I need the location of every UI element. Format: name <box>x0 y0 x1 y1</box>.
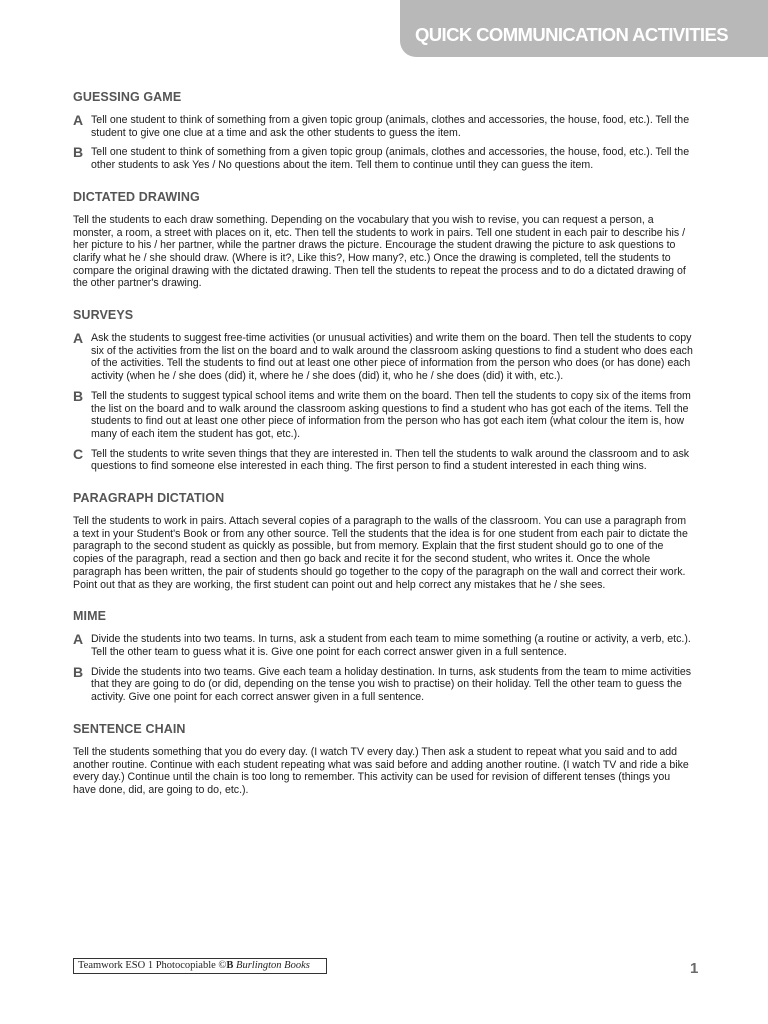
publisher-logo-icon: B <box>226 960 234 971</box>
item-letter: C <box>73 445 84 462</box>
item-letter: B <box>73 387 84 404</box>
section-title: MIME <box>73 609 107 624</box>
item-letter: A <box>73 631 84 648</box>
item-text: Tell the students to suggest typical school items and write them on the board. Then tell the students to copy six of the items from the list on the board and to walk around the classroom asking questions to find a student who has got each of the items. Tell the students to find out at least one other piece of information from the person who has got each item (what colour the item is, how many of each item the student has got, etc.). <box>91 389 691 440</box>
item-text: Ask the students to suggest free-time activities (or unusual activities) and write them on the board. Then tell the students to copy six of the activities from the list on the board and to walk around the classroom asking questions to find a student who does each of the activities. Tell the students to find out at least one other piece of information from the person who does (or has done) each activity (when he / she does (did) it, where he / she does (did) it, who he / she does (did) it with, etc.). <box>91 332 693 383</box>
item-text: Tell one student to think of something from a given topic group (animals, clothes and accessories, the house, food, etc.). Tell the other students to ask Yes / No questions about the item. Tell them to continue until they can guess the item. <box>91 146 690 172</box>
item-text: Divide the students into two teams. Give each team a holiday destination. In turns, ask students from the team to mime activities that they are going to do (or did, depending on the tense you wish to practise) on their holiday. Tell the other team to guess the activity. Give one point for each correct answer given in a full sentence. <box>91 665 692 704</box>
publisher-name: Burlington Books <box>236 960 310 971</box>
header-tab <box>400 0 768 57</box>
section-paragraph: Tell the students to work in pairs. Attach several copies of a paragraph to the walls of the classroom. You can use a paragraph from a text in your Student's Book or from any other source. Tell the students that the idea is for one student from each pair to dictate the paragraph to the second student as quickly as possible, but from memory. Explain that the first student should go to one of the copies of the paragraph, read a section and then go back and recite it for the second student, who writes it. Once the whole paragraph has been written, the pair of students should go together to the copy of the paragraph on the wall and correct their work. Point out that as they are working, the first student can point out and help correct any mistakes that he / she sees. <box>73 515 688 591</box>
section-paragraph: Tell the students something that you do every day. (I watch TV every day.) Then ask a student to repeat what you said and to add another routine. Continue with each student repeating what was said before and adding another routine. (I watch TV and ride a bike every day.) Continue until the chain is too long to remember. This activity can be used for revision of different tenses (things you have done, did, are going to do, etc.). <box>73 745 689 796</box>
section-title: SURVEYS <box>73 308 134 323</box>
list-item <box>73 332 693 383</box>
section-title: PARAGRAPH DICTATION <box>73 491 225 506</box>
section-title: SENTENCE CHAIN <box>73 721 186 736</box>
section-guessing-game <box>73 90 693 172</box>
list-item <box>73 114 693 139</box>
item-letter: A <box>73 112 84 128</box>
section-paragraph: Tell the students to each draw something. Depending on the vocabulary that you wish to revise, you can request a person, a monster, a room, a street with places on it, etc. Then tell the students to work in pairs. Tell one student in each pair to describe his / her picture to his / her partner, while the partner draws the picture. Encourage the student drawing the picture to ask questions to clarify what he / she should draw. (Where is it?, Like this?, How many?, etc.) Once the drawing is completed, tell the students to compare the original drawing with the dictated drawing. Then tell the students to repeat the process and to do a dictated drawing of the other partner's drawing. <box>73 213 686 290</box>
list-item <box>73 387 693 441</box>
page-number: 1 <box>690 960 699 977</box>
section-surveys <box>73 308 693 473</box>
section-paragraph-dictation <box>73 491 693 591</box>
item-text: Tell one student to think of something from a given topic group (animals, clothes and accessories, the house, food, etc.). Tell the student to give one clue at a time and ask the other students to guess the item. <box>91 114 690 139</box>
item-letter: B <box>73 663 84 680</box>
list-item <box>73 633 693 658</box>
copyright-text: Teamwork ESO 1 Photocopiable © <box>78 960 227 971</box>
item-letter: A <box>73 330 84 347</box>
footer-copyright <box>73 958 327 974</box>
page-title: QUICK COMMUNICATION ACTIVITIES <box>415 24 728 45</box>
list-item <box>73 445 693 473</box>
list-item <box>73 663 693 704</box>
item-text: Tell the students to write seven things that they are interested in. Then tell the students to walk around the classroom and to ask questions to find someone else interested in each thing. The first person to find a student interested in each thing wins. <box>91 447 690 473</box>
item-letter: B <box>73 144 84 161</box>
section-sentence-chain <box>73 722 693 797</box>
section-title: GUESSING GAME <box>73 90 182 104</box>
section-title: DICTATED DRAWING <box>73 189 200 204</box>
section-mime <box>73 609 693 704</box>
list-item <box>73 146 693 171</box>
item-text: Divide the students into two teams. In turns, ask a student from each team to mime something (a routine or activity, a verb, etc.). Tell the other team to guess what it is. Give one point for each correct answer given in a full sentence. <box>91 633 691 658</box>
section-dictated-drawing <box>73 190 693 290</box>
document-body <box>73 90 693 815</box>
